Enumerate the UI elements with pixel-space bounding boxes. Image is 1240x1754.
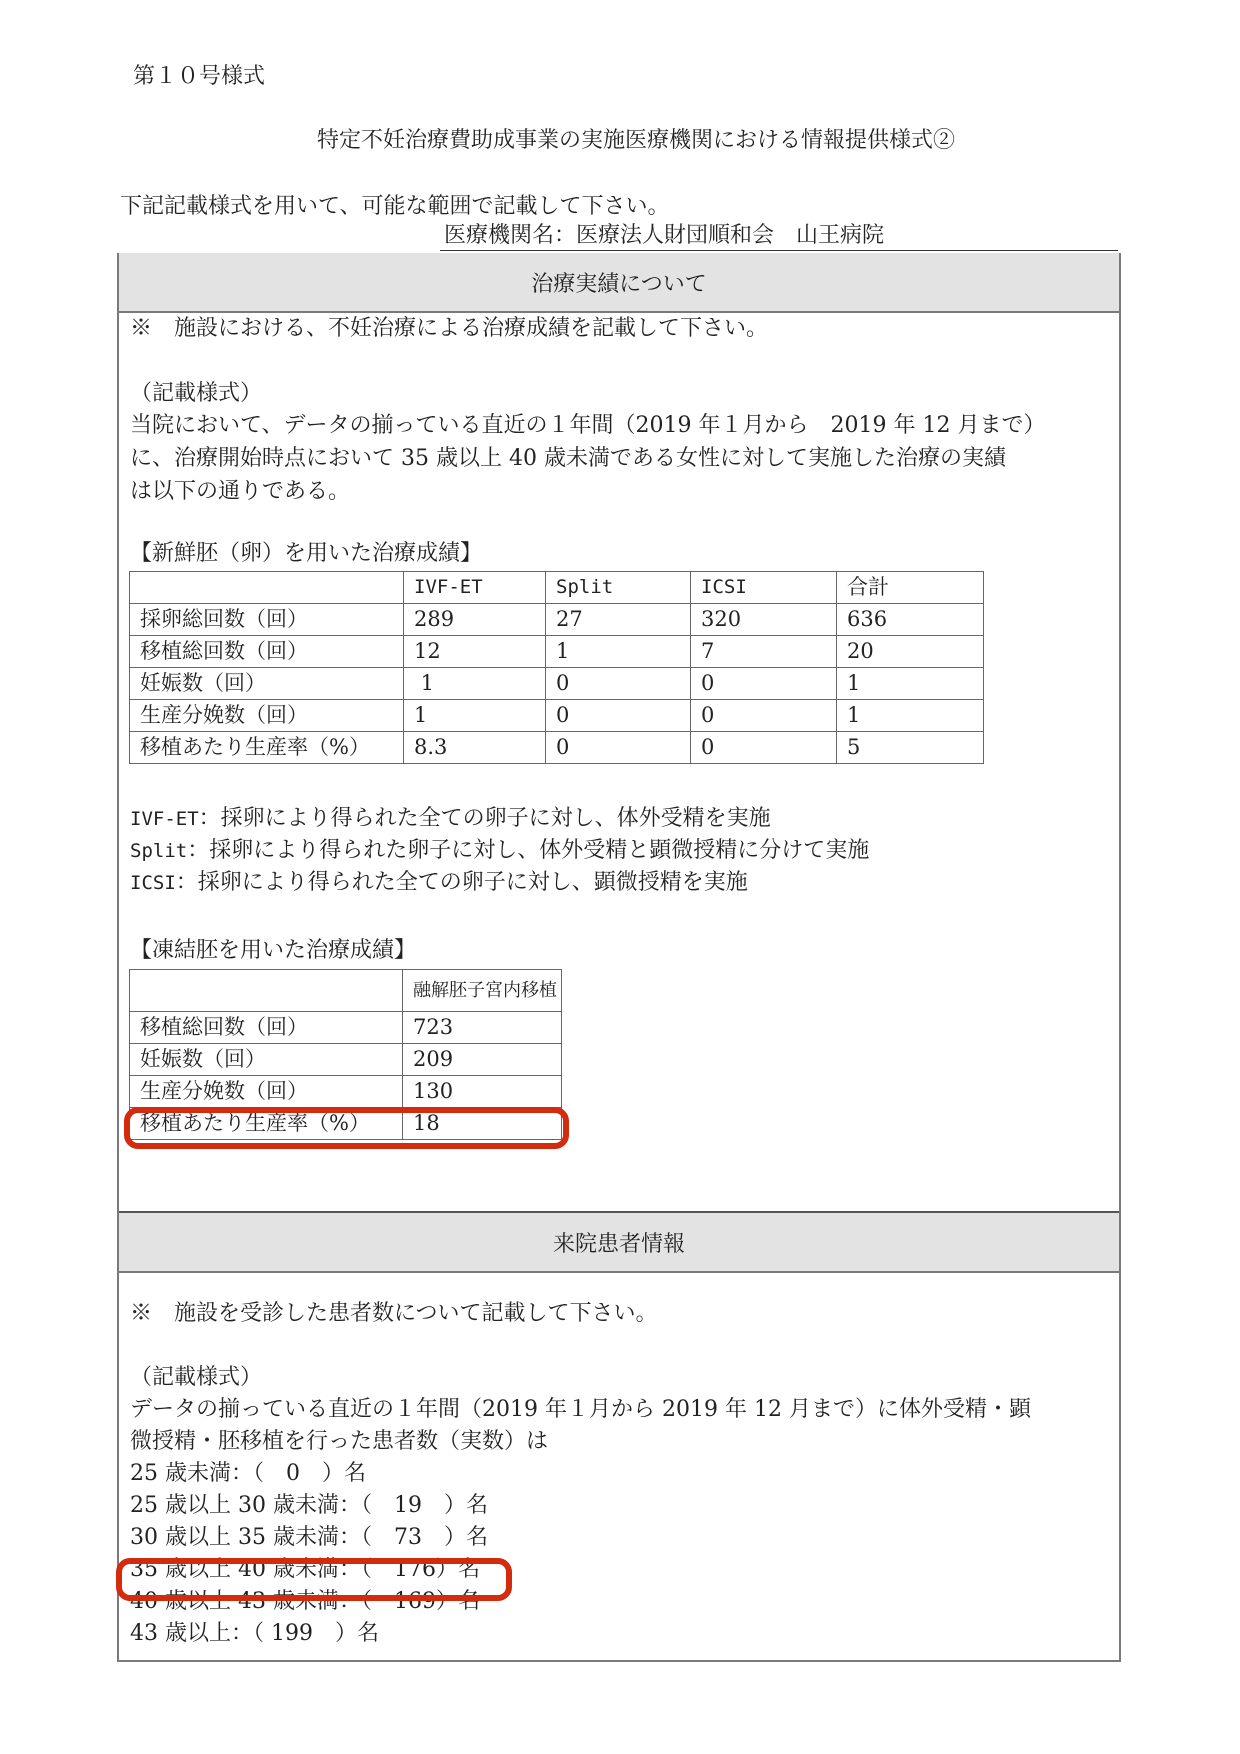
fresh-table-caption: 【新鮮胚（卵）を用いた治療成績】 (130, 541, 483, 566)
unit: ）名 (335, 1621, 380, 1646)
section-heading-text: 来院患者情報 (552, 1231, 685, 1257)
age-range: 30 歳以上 35 歳未満：（ (130, 1525, 372, 1550)
unit: ）名 (443, 1493, 488, 1518)
age-group-row (130, 1618, 379, 1650)
table-cell: 130 (403, 1076, 562, 1108)
table-cell: 636 (837, 604, 984, 636)
document-title (0, 126, 1240, 156)
table-cell: 5 (837, 732, 984, 764)
table-cell: 1 (837, 668, 984, 700)
frozen-embryo-results-table (129, 969, 562, 1140)
row-label: 移植あたり生産率（%） (130, 1108, 403, 1140)
age-range: 35 歳以上 40 歳未満：（ (130, 1557, 372, 1582)
age-range: 25 歳未満：（ (130, 1461, 264, 1486)
table-header-cell: 融解胚子宮内移植 (403, 970, 562, 1012)
section2-format-label: （記載様式） (130, 1365, 263, 1390)
definition-term: IVF-ET (130, 808, 199, 830)
table-cell: 8.3 (404, 732, 546, 764)
section-heading-patient-info (119, 1211, 1119, 1273)
row-label: 妊娠数（回） (130, 1044, 403, 1076)
row-label: 移植総回数（回） (130, 636, 404, 668)
row-label: 妊娠数（回） (130, 668, 404, 700)
table-cell: 0 (546, 700, 691, 732)
unit: ）名 (322, 1461, 367, 1486)
unit: ）名 (443, 1525, 488, 1550)
age-group-row (130, 1522, 488, 1554)
age-group-row (130, 1586, 480, 1618)
row-label: 採卵総回数（回） (130, 604, 404, 636)
section1-paragraph-line: 当院において、データの揃っている直近の１年間（2019 年１月から 2019 年 12 月まで） (130, 413, 1046, 438)
patient-count: 169 (371, 1589, 436, 1614)
table-cell: 20 (837, 636, 984, 668)
section-heading-treatment-results (119, 253, 1119, 313)
table-cell: 0 (691, 732, 837, 764)
section-heading-text: 治療実績について (531, 271, 707, 297)
patient-count: 73 (371, 1525, 444, 1550)
age-group-row (130, 1554, 480, 1586)
row-label: 生産分娩数（回） (130, 700, 404, 732)
section2-paragraph-line: 微授精・胚移植を行った患者数（実数）は (130, 1429, 549, 1454)
table-row (130, 668, 984, 700)
table-cell: 27 (546, 604, 691, 636)
table-row (130, 636, 984, 668)
definition-split (130, 835, 869, 867)
age-range: 40 歳以上 43 歳未満：（ (130, 1589, 372, 1614)
table-cell: 723 (403, 1012, 562, 1044)
patient-count: 199 (264, 1621, 335, 1646)
table-header-cell: Split (546, 572, 691, 604)
table-header-row (130, 970, 562, 1012)
table-cell: 289 (404, 604, 546, 636)
institution-name: 医療機関名：医療法人財団順和会 山王病院 (440, 222, 1118, 251)
section1-format-label: （記載様式） (130, 381, 263, 406)
table-cell: 0 (546, 668, 691, 700)
table-cell: 320 (691, 604, 837, 636)
unit: ）名 (435, 1589, 480, 1614)
table-cell: 209 (403, 1044, 562, 1076)
unit: ）名 (435, 1557, 480, 1582)
definition-text: ：採卵により得られた全ての卵子に対し、体外受精を実施 (198, 806, 771, 831)
table-cell: 1 (546, 636, 691, 668)
table-cell: 1 (837, 700, 984, 732)
table-row (130, 1012, 562, 1044)
age-group-row (130, 1490, 488, 1522)
patient-count: 176 (371, 1557, 436, 1582)
section1-note: ※ 施設における、不妊治療による治療成績を記載して下さい。 (130, 316, 769, 341)
table-row (130, 732, 984, 764)
section2-paragraph-line: データの揃っている直近の１年間（2019 年１月から 2019 年 12 月まで）に体外受精・顕 (130, 1397, 1031, 1422)
table-header-cell (130, 572, 404, 604)
fresh-embryo-results-table (129, 571, 984, 764)
table-header-row (130, 572, 984, 604)
age-group-row (130, 1458, 366, 1490)
table-row (130, 700, 984, 732)
definition-ivf-et (130, 803, 771, 835)
row-label: 移植総回数（回） (130, 1012, 403, 1044)
table-cell: 7 (691, 636, 837, 668)
section1-paragraph-line: は以下の通りである。 (130, 479, 351, 504)
document-title-text: 特定不妊治療費助成事業の実施医療機関における情報提供様式② (316, 128, 955, 153)
section2-note: ※ 施設を受診した患者数について記載して下さい。 (130, 1301, 658, 1326)
table-header-cell: 合計 (837, 572, 984, 604)
definition-icsi (130, 867, 748, 899)
table-cell: 18 (403, 1108, 562, 1140)
table-row (130, 604, 984, 636)
patient-count: 19 (371, 1493, 444, 1518)
definition-term: Split (130, 840, 188, 862)
section1-paragraph-line: に、治療開始時点において 35 歳以上 40 歳未満である女性に対して実施した治療の実績 (130, 446, 1006, 471)
definition-term: ICSI (130, 872, 176, 894)
row-label: 移植あたり生産率（%） (130, 732, 404, 764)
table-row (130, 1108, 562, 1140)
table-cell: 0 (691, 668, 837, 700)
table-row (130, 1076, 562, 1108)
table-cell: 1 (404, 700, 546, 732)
table-cell: 0 (691, 700, 837, 732)
table-cell: 0 (546, 732, 691, 764)
table-row (130, 1044, 562, 1076)
patient-count: 0 (264, 1461, 322, 1486)
row-label: 生産分娩数（回） (130, 1076, 403, 1108)
form-number: 第１０号様式 (133, 64, 266, 89)
table-header-cell (130, 970, 403, 1012)
table-header-cell: IVF-ET (404, 572, 546, 604)
definition-text: ：採卵により得られた全ての卵子に対し、顕微授精を実施 (175, 870, 748, 895)
definition-text: ：採卵により得られた卵子に対し、体外受精と顕微授精に分けて実施 (187, 838, 870, 863)
frozen-table-caption: 【凍結胚を用いた治療成績】 (130, 938, 417, 963)
table-header-cell: ICSI (691, 572, 837, 604)
table-cell: 12 (404, 636, 546, 668)
age-range: 25 歳以上 30 歳未満：（ (130, 1493, 372, 1518)
table-cell: 1 (404, 668, 546, 700)
age-range: 43 歳以上：（ (130, 1621, 264, 1646)
instruction-text: 下記記載様式を用いて、可能な範囲で記載して下さい。 (120, 194, 670, 219)
